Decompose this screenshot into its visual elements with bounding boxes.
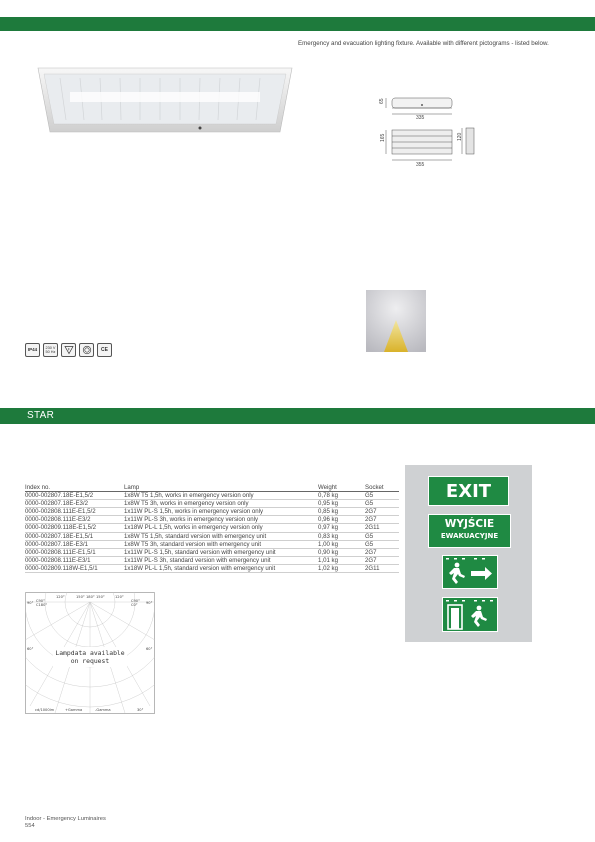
cell-weight: 1,01 kg: [318, 556, 338, 564]
polar-corner-right: C0°: [131, 603, 138, 607]
cell-index: 0000-002809.118W-E1,5/1: [25, 564, 98, 572]
cell-index: 0000-002807.18E-E3/2: [25, 500, 89, 508]
polar-side-label: 60°: [146, 647, 153, 651]
table-row: [25, 541, 399, 549]
polar-bottom-label: -Gamma: [95, 708, 111, 712]
certification-icons: [25, 343, 112, 357]
page-number: 554: [25, 823, 35, 829]
polar-side-label: 90°: [146, 601, 153, 605]
wyjscie-sign-line1: WYJŚCIE: [444, 518, 495, 530]
cell-index: 0000-002808.111E-E3/2: [25, 516, 91, 524]
product-photo: [30, 62, 298, 142]
table-row: [25, 492, 399, 500]
cell-lamp: 1x18W PL-L 1,5h, works in emergency version only: [124, 524, 263, 532]
cell-lamp: 1x8W T5 1,5h, works in emergency version only: [124, 492, 254, 500]
polar-corner-right: C90°: [131, 599, 140, 603]
polar-corner-left: C90°: [36, 599, 45, 603]
cell-index: 0000-002807.18E-E1,5/1: [25, 532, 94, 540]
cell-weight: 0,83 kg: [318, 532, 338, 540]
cell-lamp: 1x8W T5 3h, standard version with emergency unit: [124, 540, 262, 548]
polar-bottom-label: cd/1000lm: [35, 708, 55, 712]
exit-sign: EXIT: [428, 476, 509, 506]
cell-weight: 0,97 kg: [318, 524, 338, 532]
voltage-label: 230 V: [45, 346, 56, 350]
header-index: Index no.: [25, 484, 51, 491]
cell-socket: 2G7: [365, 556, 377, 564]
wyjscie-sign-line2: EWAKUACYJNE: [440, 532, 499, 540]
frequency-label: 50 Hz: [45, 350, 56, 354]
polar-top-label: 150°: [76, 595, 85, 599]
running-man-door-icon: [442, 597, 498, 632]
section-title: STAR: [27, 410, 55, 421]
cell-socket: 2G7: [365, 548, 377, 556]
cell-socket: G5: [365, 500, 374, 508]
polar-top-label: 150°: [96, 595, 105, 599]
product-description: Emergency and evacuation lighting fixture. Available with different pictograms - listed below.: [298, 40, 549, 47]
cell-socket: 2G7: [365, 508, 377, 516]
header-socket: Socket: [365, 484, 384, 491]
cell-weight: 0,85 kg: [318, 508, 338, 516]
polar-side-label: 60°: [27, 647, 34, 651]
cell-weight: 0,95 kg: [318, 500, 338, 508]
safety-class-icon: [79, 343, 94, 357]
cell-weight: 0,90 kg: [318, 548, 338, 556]
table-row: [25, 557, 399, 565]
wyjscie-sign: [428, 514, 511, 548]
cell-lamp: 1x11W PL-S 1,5h, works in emergency version only: [124, 508, 264, 516]
ce-icon: CE: [97, 343, 112, 357]
table-row: [25, 565, 399, 573]
svg-text:F: F: [67, 347, 70, 352]
cell-socket: G5: [365, 492, 374, 500]
polar-corner-left: C180°: [36, 603, 48, 607]
table-row: [25, 524, 399, 532]
header-weight: Weight: [318, 484, 337, 491]
cell-socket: G5: [365, 540, 374, 548]
f-mark-icon: [61, 343, 76, 357]
polar-message-line2: on request: [70, 657, 110, 665]
table-row: [25, 516, 399, 524]
cell-weight: 0,96 kg: [318, 516, 338, 524]
dim-height-top: 65: [379, 98, 385, 104]
dim-width-front: 355: [416, 162, 425, 168]
cell-weight: 0,78 kg: [318, 492, 338, 500]
cell-index: 0000-002808.111E-E1,5/2: [25, 508, 96, 516]
polar-diagram: [25, 592, 155, 714]
table-row: [25, 533, 399, 541]
cell-lamp: 1x11W PL-S 3h, works in emergency version only: [124, 516, 259, 524]
voltage-icon: [43, 343, 58, 357]
cell-socket: 2G11: [365, 564, 380, 572]
cell-index: 0000-002808.111E-E1,5/1: [25, 548, 96, 556]
polar-top-label: 180°: [86, 595, 95, 599]
product-table: [25, 484, 399, 573]
polar-bottom-label: +Gamma: [65, 708, 83, 712]
light-distribution-icon: [366, 290, 426, 352]
cell-index: 0000-002809.118E-E1,5/2: [25, 524, 97, 532]
cell-weight: 1,00 kg: [318, 540, 338, 548]
cell-socket: G5: [365, 532, 374, 540]
page-footer: [25, 816, 106, 830]
table-header: [25, 484, 399, 492]
running-man-arrow-icon: [442, 555, 498, 589]
cell-weight: 1,02 kg: [318, 564, 338, 572]
polar-top-label: 120°: [115, 595, 124, 599]
cell-index: 0000-002808.111E-E3/1: [25, 556, 91, 564]
dim-width-top: 335: [416, 115, 425, 121]
dim-height-front: 165: [380, 133, 386, 142]
section-bar: [0, 408, 595, 424]
cell-lamp: 1x11W PL-S 3h, standard version with emergency unit: [124, 556, 271, 564]
header-lamp: Lamp: [124, 484, 140, 491]
ip44-icon: IP44: [25, 343, 40, 357]
table-row: [25, 549, 399, 557]
table-row: [25, 500, 399, 508]
polar-message-line1: Lampdata available: [55, 649, 125, 657]
polar-top-label: 120°: [56, 595, 65, 599]
cell-index: 0000-002807.18E-E1,5/2: [25, 492, 94, 500]
beam-cone-icon: [366, 290, 426, 352]
footer-category: Indoor - Emergency Luminaires: [25, 816, 106, 822]
table-row: [25, 508, 399, 516]
header-bar: [0, 17, 595, 31]
cell-lamp: 1x18W PL-L 1,5h, standard version with emergency unit: [124, 564, 276, 572]
cell-socket: 2G11: [365, 524, 380, 532]
cell-socket: 2G7: [365, 516, 377, 524]
cell-lamp: 1x11W PL-S 1,5h, standard version with emergency unit: [124, 548, 276, 556]
cell-lamp: 1x8W T5 1,5h, standard version with emergency unit: [124, 532, 267, 540]
polar-bottom-label: 30°: [137, 708, 144, 712]
polar-side-label: 90°: [27, 601, 34, 605]
technical-drawing: [368, 92, 488, 172]
dim-depth-side: 120: [457, 132, 463, 141]
cell-index: 0000-002807.18E-E3/1: [25, 540, 89, 548]
cell-lamp: 1x8W T5 3h, works in emergency version only: [124, 500, 249, 508]
